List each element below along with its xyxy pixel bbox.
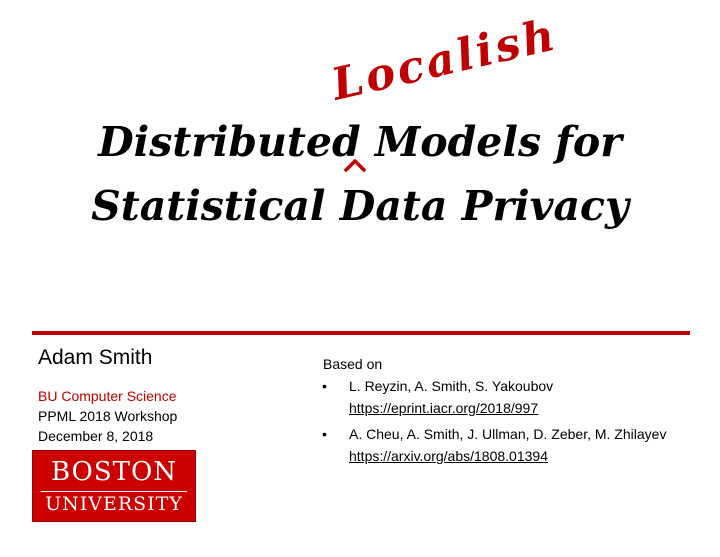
author-name: Adam Smith xyxy=(38,346,153,369)
title-line-1: Distributed Models for xyxy=(98,118,622,166)
reference-link[interactable]: https://arxiv.org/abs/1808.01394 xyxy=(349,448,548,464)
logo-line-2: UNIVERSITY xyxy=(45,493,183,515)
reference-link[interactable]: https://eprint.iacr.org/2018/997 xyxy=(349,400,539,416)
bullet: • xyxy=(322,426,327,442)
event-date: December 8, 2018 xyxy=(38,428,154,444)
bullet: • xyxy=(322,378,327,394)
event-name: PPML 2018 Workshop xyxy=(38,408,178,424)
references xyxy=(323,353,703,467)
insert-word-localish xyxy=(327,9,563,118)
reference-authors: L. Reyzin, A. Smith, S. Yakoubov xyxy=(349,378,554,394)
affiliation-block xyxy=(38,386,177,446)
reference-item xyxy=(323,375,703,419)
boston-university-logo xyxy=(32,450,196,522)
divider-rule xyxy=(32,331,690,335)
insert-word-text: Localish xyxy=(327,9,563,111)
reference-item xyxy=(323,423,703,467)
title-line-2: Statistical Data Privacy xyxy=(91,182,629,230)
logo-line-1: BOSTON xyxy=(50,457,178,487)
department: BU Computer Science xyxy=(38,388,177,404)
references-heading: Based on xyxy=(323,356,383,372)
logo-divider xyxy=(41,491,187,492)
reference-authors: A. Cheu, A. Smith, J. Ullman, D. Zeber, M. Zhilayev xyxy=(349,426,667,442)
slide-title xyxy=(0,110,720,238)
